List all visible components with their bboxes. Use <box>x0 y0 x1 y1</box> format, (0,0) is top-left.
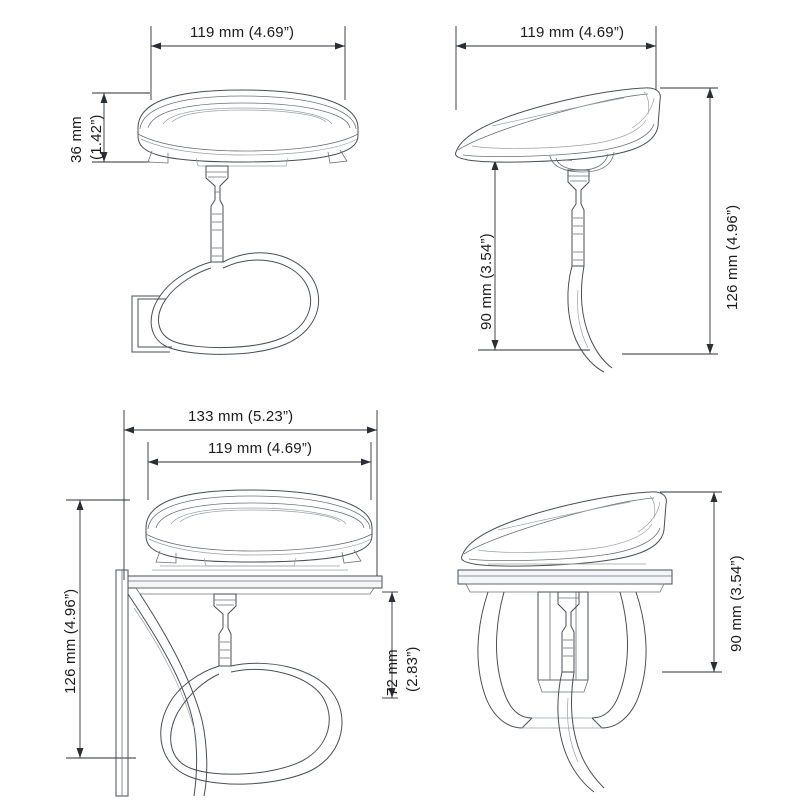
dim-height-bracket-overall: 126 mm (4.96”) <box>62 588 79 694</box>
top-right-view <box>400 0 800 380</box>
bottom-right-view <box>400 380 800 800</box>
dim-width-top: 119 mm (4.69”) <box>190 24 295 41</box>
bottom-left-view-graphic <box>0 380 400 800</box>
dim-depth-bracket: 72 mm <box>384 649 401 696</box>
top-right-view-graphic <box>400 0 800 380</box>
dim-height-overall: 126 mm (4.96”) <box>724 204 741 310</box>
dim-height-dome-inch: (1.42”) <box>88 114 105 160</box>
dim-height-cable-drop: 90 mm (3.54”) <box>478 233 495 330</box>
bottom-left-view <box>0 380 421 800</box>
top-left-view-graphic <box>0 0 400 380</box>
dim-width-bracket: 133 mm (5.23”) <box>188 408 294 425</box>
top-left-view <box>0 0 400 380</box>
dim-depth-bracket-inch: (2.83”) <box>404 646 421 692</box>
dim-height-dome: 36 mm <box>68 116 85 163</box>
dim-height-side-bracket: 90 mm (3.54”) <box>728 555 745 652</box>
dim-width-dome: 119 mm (4.69”) <box>208 440 313 457</box>
dim-width-top-side: 119 mm (4.69”) <box>520 24 625 41</box>
